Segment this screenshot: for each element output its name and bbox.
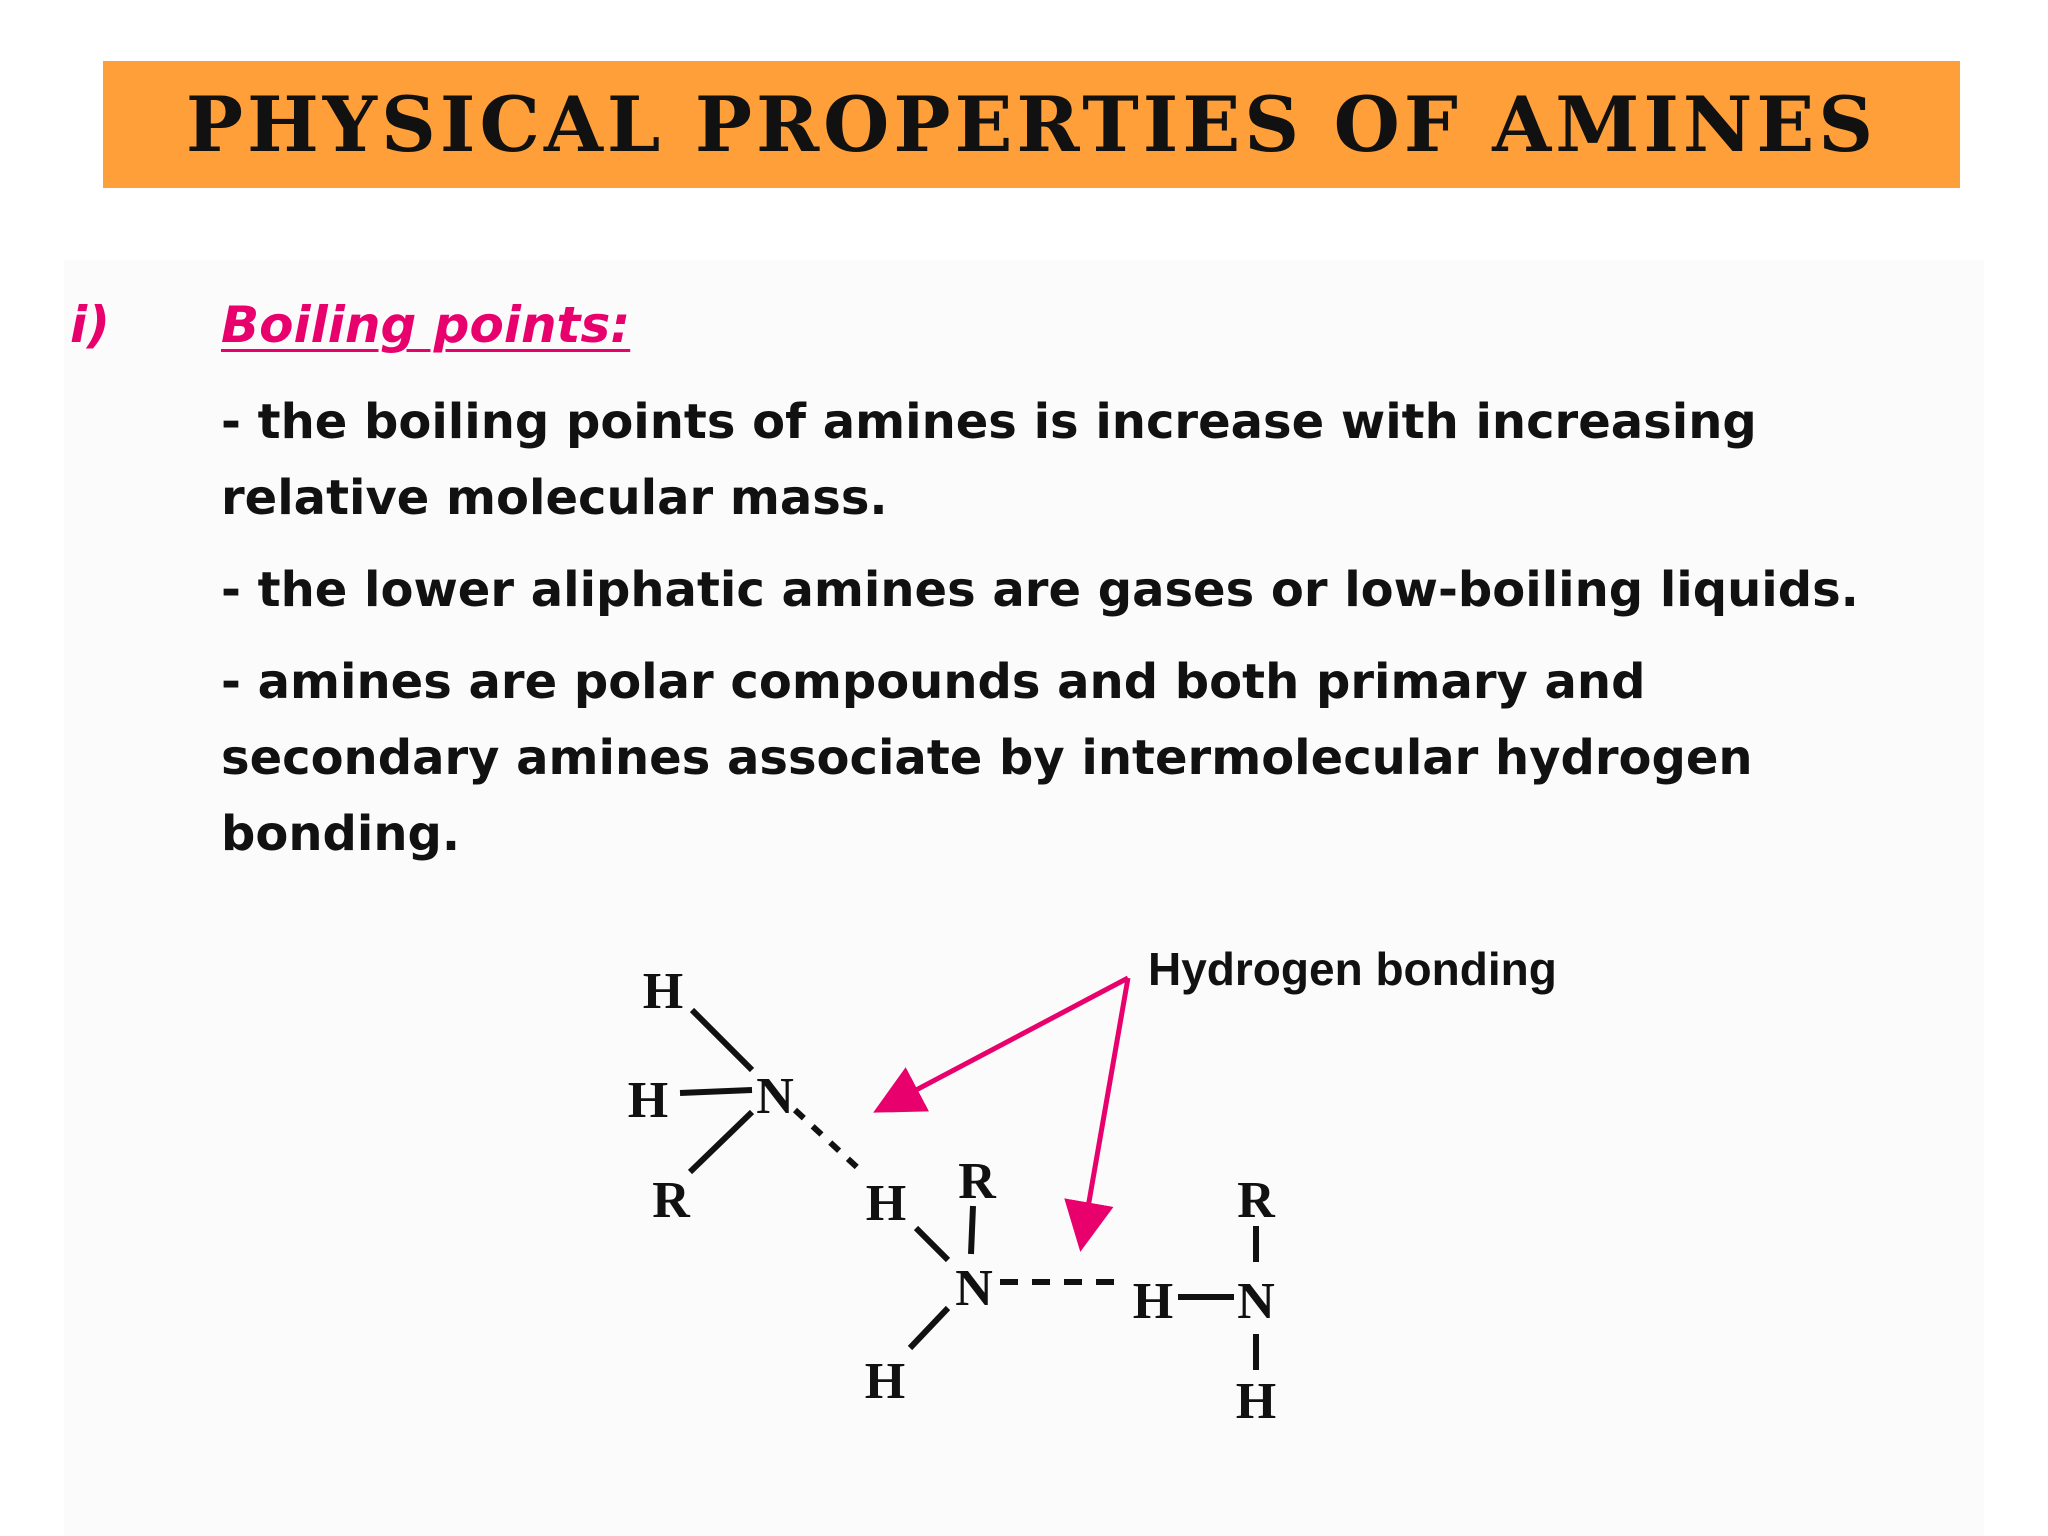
atom-r-group: R bbox=[1237, 1172, 1275, 1229]
hydrogen-bonding-label: Hydrogen bonding bbox=[1148, 943, 1557, 995]
atom-nitrogen: N bbox=[1237, 1273, 1275, 1330]
bullet-item: - the boiling points of amines is increase with increasing relative molecular mass. bbox=[221, 394, 1757, 526]
callout-arrow bbox=[1082, 978, 1128, 1242]
molecule-1-bonds bbox=[680, 1010, 752, 1172]
bullet-item: - the lower aliphatic amines are gases or low-boiling liquids. bbox=[221, 562, 1859, 618]
callout-arrow bbox=[882, 978, 1128, 1108]
atom-hydrogen: H bbox=[864, 1353, 906, 1410]
section-number: i) bbox=[70, 296, 110, 354]
page-title: PHYSICAL PROPERTIES OF AMINES bbox=[185, 80, 1878, 169]
atom-hydrogen: H bbox=[865, 1175, 907, 1232]
atom-hydrogen: H bbox=[1132, 1273, 1174, 1330]
atom-hydrogen: H bbox=[627, 1072, 669, 1129]
atom-r-group: R bbox=[958, 1153, 996, 1210]
hydrogen-bond bbox=[795, 1110, 860, 1170]
atom-hydrogen: H bbox=[642, 963, 684, 1020]
atom-nitrogen: N bbox=[955, 1260, 993, 1317]
atom-nitrogen: N bbox=[756, 1068, 794, 1125]
atom-r-group: R bbox=[652, 1172, 690, 1229]
atom-hydrogen: H bbox=[1235, 1373, 1277, 1430]
bullet-item: - amines are polar compounds and both primary and secondary amines associate by intermolecular hydrogen bonding. bbox=[221, 654, 1753, 862]
section-heading: Boiling points: bbox=[221, 296, 631, 354]
